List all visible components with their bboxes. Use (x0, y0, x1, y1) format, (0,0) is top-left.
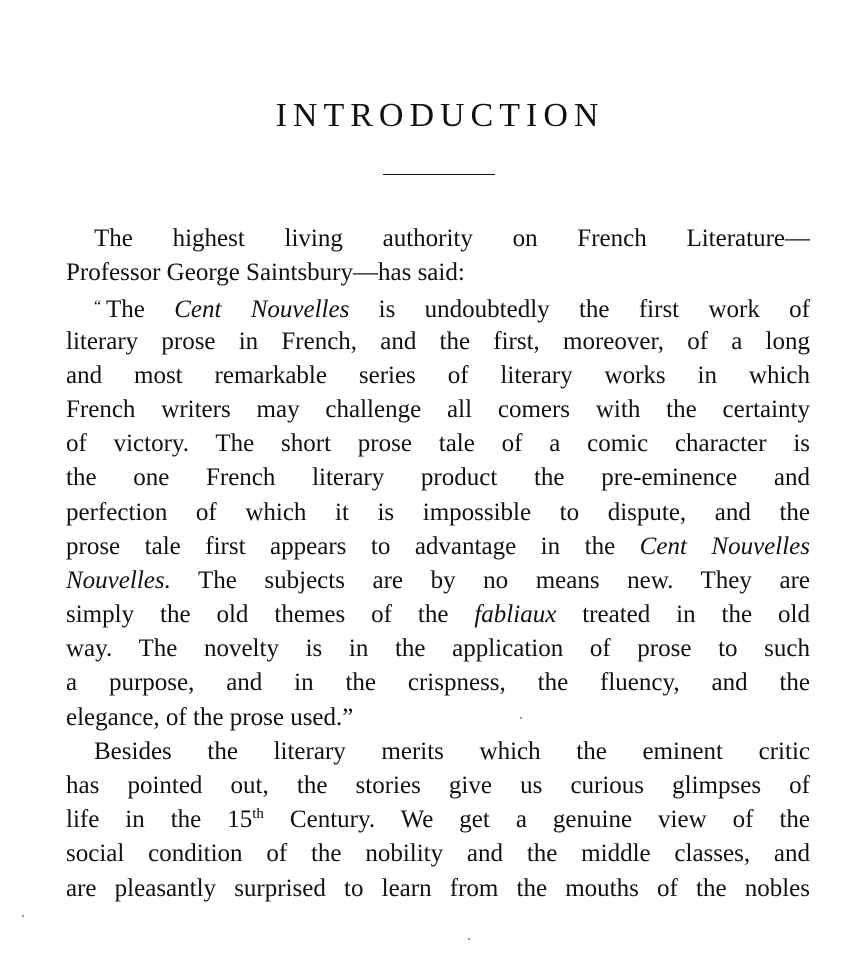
text-segment: is undoubtedly the first work of (349, 296, 810, 324)
text-segment: life in the 15 (66, 806, 253, 834)
text-line: social condition of the nobility and the middle classes, and (66, 840, 810, 868)
text-line: literary prose in French, and the first, moreover, of a long (66, 327, 810, 355)
text-line: The highest living authority on French Literature— (94, 225, 810, 252)
text-line: perfection of which it is impossible to dispute, and the (66, 498, 810, 526)
opening-quote-mark: “ (94, 298, 102, 316)
text-line (66, 564, 810, 598)
text-segment: Century. We get a genuine view of the (263, 806, 810, 834)
text-line: are pleasantly surprised to learn from the mouths of the nobles (66, 874, 810, 902)
text-line (66, 803, 810, 837)
text-line: elegance, of the prose used.” (66, 703, 354, 731)
text-line: French writers may challenge all comers with the certainty (66, 395, 810, 423)
text-line (66, 598, 810, 632)
text-segment: prose tale first appears to advantage in the (66, 532, 640, 560)
text-segment: simply the old themes of the (66, 601, 475, 629)
text-line (66, 530, 810, 564)
text-segment: The subjects are by no means new. They are (170, 566, 810, 594)
italic-title: Cent Nouvelles (639, 532, 810, 560)
text-line: has pointed out, the stories give us curious glimpses of (66, 772, 810, 799)
text-line: Besides the literary merits which the eminent critic (94, 737, 810, 765)
superscript-th: th (252, 806, 264, 823)
paper-speck (22, 915, 24, 917)
text-segment: treated in the old (556, 601, 810, 629)
text-line: of victory. The short prose tale of a comic character is (66, 430, 810, 458)
text-line (66, 290, 810, 324)
text-line: Professor George Saintsbury—has said: (66, 259, 465, 287)
text-line: the one French literary product the pre-eminence and (66, 464, 810, 492)
text-line: and most remarkable series of literary works in which (66, 361, 810, 389)
title-rule (383, 174, 495, 175)
text-segment: The (106, 296, 175, 324)
italic-term: fabliaux (474, 601, 557, 629)
chapter-title: INTRODUCTION (275, 97, 605, 134)
text-line: a purpose, and in the crispness, the fluency, and the (66, 669, 810, 697)
paper-speck (520, 717, 522, 719)
paper-speck (468, 938, 470, 940)
italic-title: Nouvelles. (66, 566, 171, 594)
text-line: way. The novelty is in the application of prose to such (66, 635, 810, 663)
body-text (66, 222, 810, 906)
italic-title: Cent Nouvelles (174, 296, 350, 324)
